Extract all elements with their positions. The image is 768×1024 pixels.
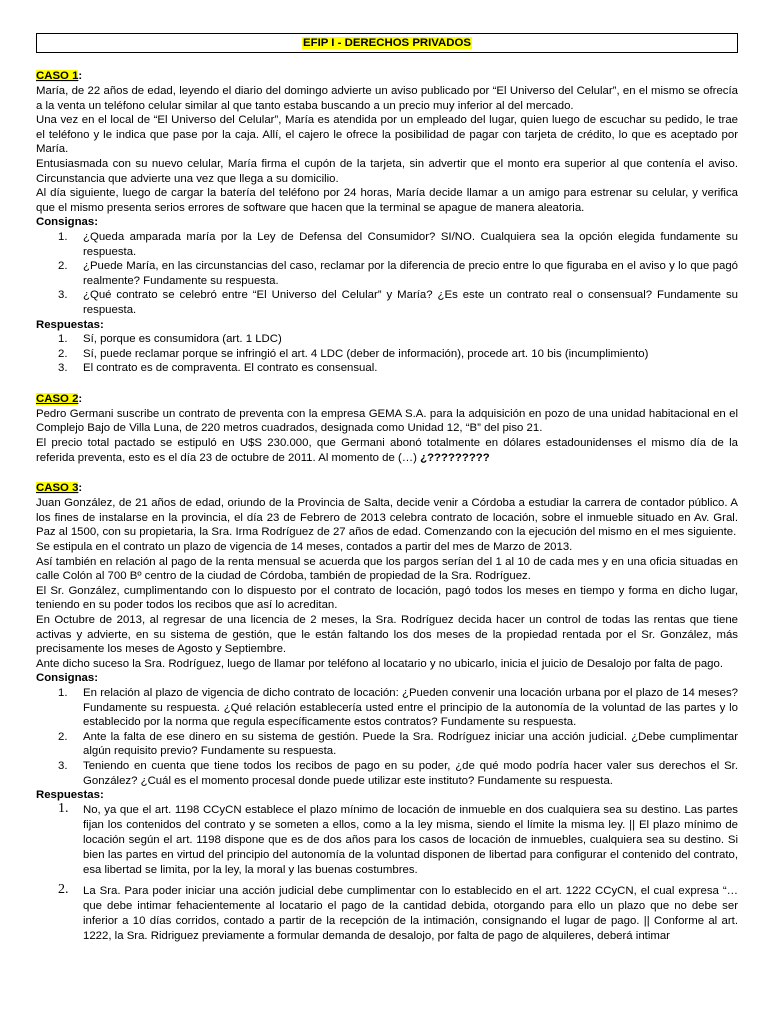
caso-3-paragraph: Se estipula en el contrato un plazo de vigencia de 14 meses, contados a partir del mes de Marzo de 2013. — [36, 541, 573, 554]
caso-1-consignas-label: Consignas: — [36, 216, 99, 229]
caso-1-section — [36, 69, 738, 376]
list-item: 1. En relación al plazo de vigencia de dicho contrato de locación: ¿Pueden convenir una locación urbana por el plazo de 14 meses? Fundamente su respuesta. ¿Qué relación establecería usted entre el principio de la autonomía de la voluntad de las partes y lo establecido por la norma que regula específicamente estos contratos? Fundamente su respuesta. — [58, 686, 738, 729]
list-item: 2. Sí, puede reclamar porque se infringió el art. 4 LDC (deber de información), procede art. 10 bis (incumplimiento) — [58, 347, 649, 360]
caso-3-consignas-list — [36, 686, 738, 788]
document-page — [36, 33, 738, 950]
caso-1-paragraph: Una vez en el local de “El Universo del Celular”, María es atendida por un empleado del lugar, quien luego de escuchar su pedido, le trae el teléfono y le indica que pase por la caja. Allí, el cajero le ofrece la posibilidad de pagar con tarjeta de crédito, lo que es aceptado por María. — [36, 114, 738, 156]
caso-2-paragraph: Pedro Germani suscribe un contrato de preventa con la empresa GEMA S.A. para la adquisición en pozo de una unidad habitacional en el Complejo Bajo de Villa Luna, de 220 metros cuadrados, designada como Unidad 12, “B” del piso 21. — [36, 407, 738, 435]
caso-3-respuestas-list — [36, 800, 738, 944]
caso-3-paragraph: Juan González, de 21 años de edad, oriundo de la Provincia de Salta, decide venir a Córdoba a estudiar la carrera de contador público. A los fines de instalarse en la provincia, el día 23 de Febrero de 2013 celebra contrato de locación, sobre el inmueble situado en Av. Gral. Paz al 1500, con su propietaria, la Sra. Irma Rodríguez de 27 años de edad. Comenzando con la ejecución del mismo en el mes siguiente. — [36, 497, 738, 539]
caso-1-consignas-list — [36, 230, 738, 318]
caso-3-paragraph: En Octubre de 2013, al regresar de una licencia de 2 meses, la Sra. Rodríguez decida hacer un control de todas las rentas que tiene activas y advierte, en su sistema de gestión, que le están faltando los dos meses de la propiedad rentada por el Sr. González, más precisamente los meses de Agosto y Septiembre. — [36, 614, 738, 656]
document-title: EFIP I - DERECHOS PRIVADOS — [303, 37, 471, 49]
caso-2-heading: CASO 2: — [36, 392, 83, 405]
caso-1-paragraph: Al día siguiente, luego de cargar la batería del teléfono por 24 horas, María decide llamar a un amigo para estrenar su celular, y verifica que el mismo presenta serios errores de software que hacen que la terminal se apague de manera aleatoria. — [36, 187, 738, 214]
caso-3-paragraph: Así también en relación al pago de la renta mensual se acuerda que los pargos serían del 1 al 10 de cada mes y en una oficia situadas en calle Colón al 700 Bº centro de la ciudad de Córdoba, también de propiedad de la Sra. Rodríguez. — [36, 555, 738, 583]
list-item: 2. Ante la falta de ese dinero en su sistema de gestión. Puede la Sra. Rodríguez iniciar una acción judicial. ¿Debe cumplimentar algún requisito previo? Fundamente su respuesta. — [58, 730, 738, 758]
caso-3-heading: CASO 3: — [36, 482, 83, 495]
list-item: 2. La Sra. Para poder iniciar una acción judicial debe cumplimentar con lo establecido en el art. 1222 CCyCN, el cual expresa “… que debe intimar fehacientemente al locatario el pago de la cantidad debida, otorgando para ello un plazo que no debe ser inferior a 10 días corridos, contado a partir de la recepción de la intimación, consignando el lugar de pago. || Conforme al art. 1222, la Sra. Ridriguez previamente a formular demanda de desalojo, por falta de pago de alquileres, deberá intimar — [58, 881, 738, 942]
caso-1-paragraph: Entusiasmada con su nuevo celular, María firma el cupón de la tarjeta, sin advertir que el monto era superior al que contenía el aviso. Circunstancia que advierte una vez que llega a su domicilio. — [36, 157, 738, 185]
caso-3-paragraph: Ante dicho suceso la Sra. Rodríguez, luego de llamar por teléfono al locatario y no ubicarlo, inicia el juicio de Desalojo por falta de pago. — [36, 657, 724, 670]
caso-2-paragraph: El precio total pactado se estipuló en U$S 230.000, que Germani abonó totalmente en dólares estadounidenses el mismo día de la referida preventa, esto es el día 23 de octubre de 2011. Al momento de (…) ¿????????? — [36, 437, 738, 464]
list-item: 3. ¿Qué contrato se celebró entre “El Universo del Celular” y María? ¿Es este un contrato real o consensual? Fundamente su respuesta. — [58, 289, 738, 316]
caso-3-respuestas-label: Respuestas: — [36, 789, 104, 802]
list-item: 3. El contrato es de compraventa. El contrato es consensual. — [58, 362, 378, 375]
caso-3-consignas-label: Consignas: — [36, 672, 99, 685]
caso-1-paragraph: María, de 22 años de edad, leyendo el diario del domingo advierte un aviso publicado por “El Universo del Celular”, en el mismo se ofrecía a la venta un teléfono celular similar al que tanto estaba buscando a un precio muy inferior al del mercado. — [36, 85, 738, 112]
caso-3-paragraph: El Sr. González, cumplimentando con lo dispuesto por el contrato de locación, pagó todos los meses en tiempo y forma en dicho lugar, teniendo en su poder todos los recibos que así lo acreditan. — [36, 584, 738, 612]
caso-1-heading: CASO 1: — [36, 70, 83, 82]
document-title-box — [36, 33, 738, 53]
list-item: 1. No, ya que el art. 1198 CCyCN establece el plazo mínimo de locación de inmueble en dos cualquiera sea su destino. Las partes fijan los contenidos del contrato y se someten a ellos, como a la ley misma, siendo el límite la misma ley. || El plazo mínimo de locación según el art. 1198 dispone que es de dos años para los casos de locación de inmuebles, cualquiera sea su destino. Si bien las partes en virtud del principio del autonomía de la voluntad disponen de libertad para configurar el contenido del contrato, esa libertad se limita, por la ley, la moral y las buenas costumbres. — [58, 800, 738, 876]
list-item: 1. ¿Queda amparada maría por la Ley de Defensa del Consumidor? SI/NO. Cualquiera sea la opción elegida fundamente su respuesta. — [58, 230, 738, 258]
list-item: 1. Sí, porque es consumidora (art. 1 LDC) — [58, 333, 282, 346]
caso-3-section — [36, 481, 738, 943]
caso-1-respuestas-list — [36, 332, 738, 376]
list-item: 3. Teniendo en cuenta que tiene todos los recibos de pago en su poder, ¿de qué modo podría hacer valer sus derechos el Sr. González? ¿Cuál es el momento procesal donde puede utilizar este instituto? Fundamente su respuesta. — [58, 759, 738, 787]
caso-1-respuestas-label: Respuestas: — [36, 318, 104, 331]
list-item: 2. ¿Puede María, en las circunstancias del caso, reclamar por la diferencia de precio entre lo que figuraba en el aviso y lo que pagó realmente? Fundamente su respuesta. — [58, 260, 738, 287]
caso-2-section — [36, 392, 738, 465]
